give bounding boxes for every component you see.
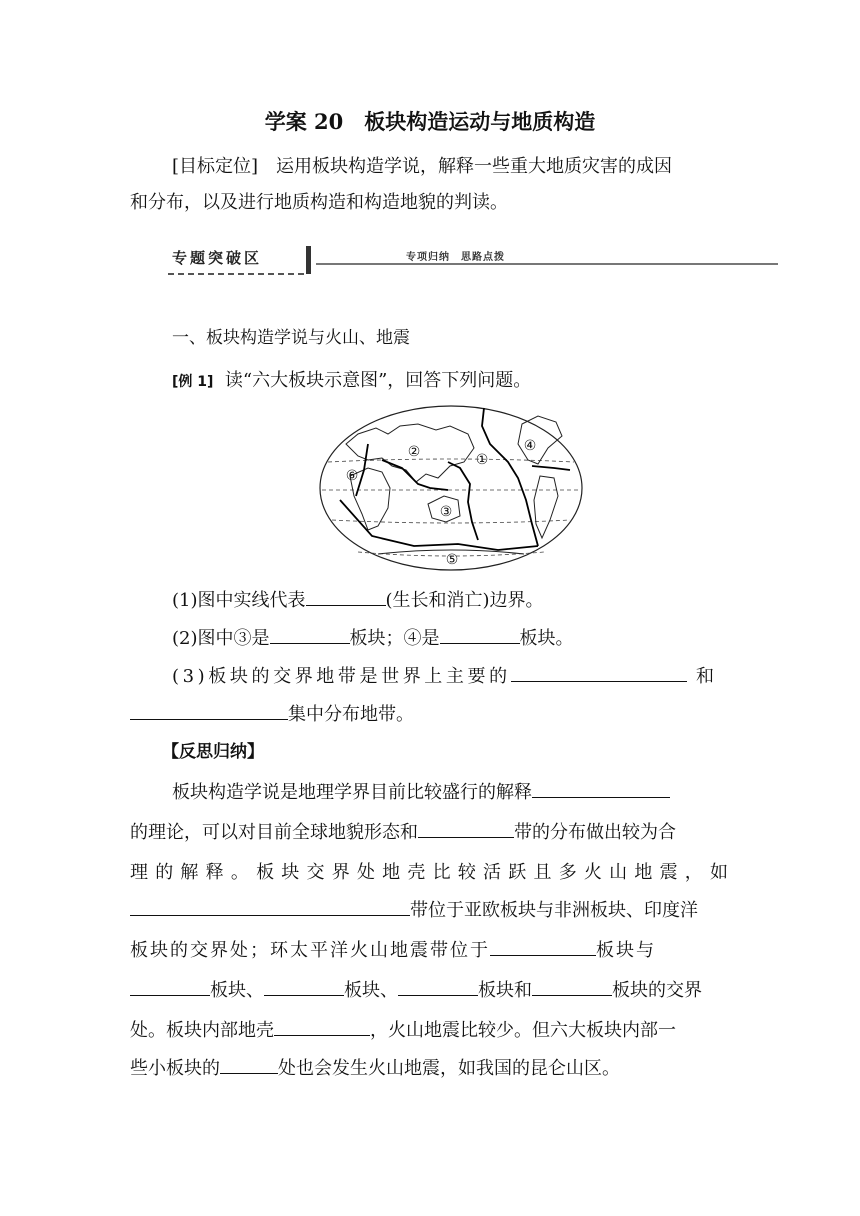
answer-blank[interactable] [130, 699, 288, 720]
plate-label-3: ③ [439, 504, 453, 520]
example-text: 读“六大板块示意图”，回答下列问题。 [224, 370, 532, 391]
plate-label-6: ⑥ [345, 468, 359, 484]
reflect-text: ，火山地震比较少。但六大板块内部一 [370, 1020, 676, 1041]
section-heading: 一、板块构造学说与火山、地震 [172, 328, 410, 348]
answer-blank[interactable] [532, 777, 670, 798]
answer-blank[interactable] [398, 975, 478, 996]
reflect-line-1 [172, 776, 670, 809]
answer-blank[interactable] [264, 975, 344, 996]
banner-subtitle: 专项归纳 思路点拨 [406, 252, 505, 263]
question-3 [172, 660, 730, 693]
answer-blank[interactable] [220, 1053, 278, 1074]
reflect-line-7 [130, 1014, 676, 1047]
question-2 [172, 622, 574, 655]
reflect-text: 些小板块的 [130, 1058, 220, 1079]
question-2-text: (2)图中③是 [172, 628, 270, 649]
reflect-heading: 【反思归纳】 [162, 742, 264, 762]
question-3-tail: 集中分布地带。 [288, 704, 414, 725]
reflect-text: 板块的交界处；环太平洋火山地震带位于 [130, 940, 490, 961]
goal-line-1 [172, 150, 672, 183]
page-title: 学案 20 板块构造运动与地质构造 [264, 109, 596, 134]
banner-divider-bar [306, 246, 311, 274]
answer-blank[interactable] [532, 975, 612, 996]
reflect-line-2 [130, 816, 676, 849]
goal-label: [目标定位] [172, 156, 259, 177]
answer-blank[interactable] [130, 975, 210, 996]
answer-blank[interactable] [511, 661, 687, 682]
reflect-text: 板块、 [344, 980, 398, 1001]
reflect-line-3: 理的解释。板块交界处地壳比较活跃且多火山地震，如 [130, 862, 728, 883]
question-1-text: (1)图中实线代表 [172, 590, 306, 611]
question-3-and: 和 [696, 666, 718, 687]
reflect-text: 板块、 [210, 980, 264, 1001]
answer-blank[interactable] [490, 935, 596, 956]
answer-blank[interactable] [306, 585, 386, 606]
question-1-tail: (生长和消亡)边界。 [385, 590, 544, 611]
reflect-line-6 [130, 974, 702, 1007]
reflect-line-4 [130, 894, 698, 927]
banner-rule [316, 263, 778, 265]
question-3-cont [130, 698, 414, 731]
answer-blank[interactable] [440, 623, 520, 644]
question-2-mid: 板块；④是 [349, 628, 440, 649]
answer-blank[interactable] [418, 817, 514, 838]
reflect-text: 处也会发生火山地震，如我国的昆仑山区。 [278, 1058, 620, 1079]
banner-title: 专题突破区 [172, 249, 263, 267]
goal-text-1: 运用板块构造学说，解释一些重大地质灾害的成因 [276, 156, 673, 177]
answer-blank[interactable] [274, 1015, 370, 1036]
reflect-text: 板块与 [596, 940, 656, 961]
plate-label-1: ① [475, 452, 489, 468]
six-plates-map [318, 404, 584, 572]
goal-line-2: 和分布，以及进行地质构造和构造地貌的判读。 [130, 192, 508, 213]
reflect-text: 的理论，可以对目前全球地貌形态和 [130, 822, 418, 843]
plate-label-2: ② [407, 444, 421, 460]
reflect-text: 板块的交界 [612, 980, 702, 1001]
reflect-line-5 [130, 934, 656, 967]
answer-blank[interactable] [270, 623, 350, 644]
reflect-text: 板块构造学说是地理学界目前比较盛行的解释 [172, 782, 532, 803]
reflect-text: 处。板块内部地壳 [130, 1020, 274, 1041]
answer-blank[interactable] [130, 895, 410, 916]
banner-dash-underline [168, 273, 304, 275]
question-1 [172, 584, 544, 617]
continent-outlines [346, 416, 562, 554]
reflect-text: 板块和 [478, 980, 532, 1001]
example-line [172, 364, 531, 399]
reflect-text: 带位于亚欧板块与非洲板块、印度洋 [410, 900, 698, 921]
reflect-line-8 [130, 1052, 620, 1085]
plate-boundaries [340, 408, 570, 550]
example-label: [例 1] [172, 374, 214, 390]
question-2-tail: 板块。 [519, 628, 574, 649]
plate-label-5: ⑤ [445, 552, 459, 568]
question-3-text: (3)板块的交界地带是世界上主要的 [172, 666, 511, 687]
reflect-text: 带的分布做出较为合 [514, 822, 676, 843]
section-banner [168, 242, 778, 282]
plate-label-4: ④ [523, 438, 537, 454]
